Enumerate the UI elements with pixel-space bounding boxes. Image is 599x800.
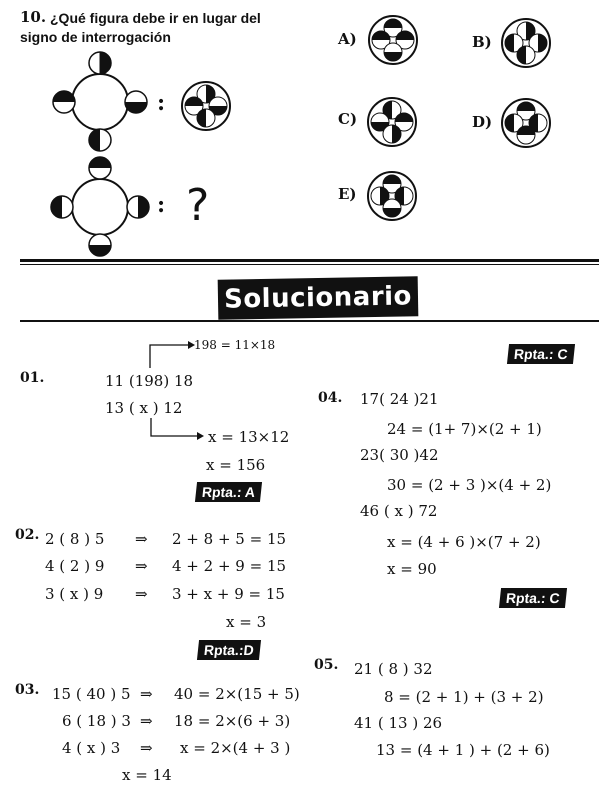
figure-result-1 xyxy=(180,80,232,132)
sol-02-row2-left: 4 ( 2 ) 9 xyxy=(45,557,105,575)
sol-04-answer-badge: Rpta.: C xyxy=(499,588,567,608)
sol-02-row3-right: 3 + x + 9 = 15 xyxy=(172,585,285,603)
sol-02-row3-arrow: ⇒ xyxy=(135,585,148,603)
sol-top-answer-badge: Rpta.: C xyxy=(507,344,575,364)
sol-04-line3: 23( 30 )42 xyxy=(360,446,439,464)
option-e-figure[interactable] xyxy=(366,170,418,222)
sol-03-row3-arrow: ⇒ xyxy=(140,739,153,757)
sol-03-row2-arrow: ⇒ xyxy=(140,712,153,730)
sol-03-row2-right: 18 = 2×(6 + 3) xyxy=(174,712,291,730)
divider-top xyxy=(20,259,599,262)
sol-05-line2: 8 = (2 + 1) + (3 + 2) xyxy=(384,688,544,706)
sol-04-line7: x = 90 xyxy=(387,560,437,578)
colon-1: : xyxy=(157,90,166,116)
sol-01-note: 198 = 11×18 xyxy=(194,338,276,352)
divider-top-thin xyxy=(20,264,599,265)
option-d-label: D) xyxy=(472,113,493,131)
sol-03-row1-left: 15 ( 40 ) 5 xyxy=(52,685,131,703)
sol-04-line6: x = (4 + 6 )×(7 + 2) xyxy=(387,533,541,551)
sol-05-line1: 21 ( 8 ) 32 xyxy=(354,660,433,678)
option-c-label: C) xyxy=(338,110,358,128)
option-e-label: E) xyxy=(338,185,357,203)
option-a-label: A) xyxy=(338,30,357,48)
sol-04-line5: 46 ( x ) 72 xyxy=(360,502,438,520)
sol-03-row1-arrow: ⇒ xyxy=(140,685,153,703)
question-line-1: ¿Qué figura debe ir en lugar del xyxy=(50,10,261,26)
option-b-label: B) xyxy=(472,33,492,51)
sol-04-line1: 17( 24 )21 xyxy=(360,390,439,408)
option-d-figure[interactable] xyxy=(500,97,552,149)
sol-03-row3-right: x = 2×(4 + 3 ) xyxy=(180,739,291,757)
sol-02-number: 02. xyxy=(15,527,40,543)
option-c-figure[interactable] xyxy=(366,96,418,148)
sol-03-row1-right: 40 = 2×(15 + 5) xyxy=(174,685,300,703)
sol-03-number: 03. xyxy=(15,682,40,698)
sol-02-row1-right: 2 + 8 + 5 = 15 xyxy=(172,530,287,548)
option-b-figure[interactable] xyxy=(500,17,552,69)
sol-02-row2-arrow: ⇒ xyxy=(135,557,148,575)
figure-pattern-2 xyxy=(50,155,150,260)
sol-02-result: x = 3 xyxy=(226,613,267,631)
sol-03-row3-left: 4 ( x ) 3 xyxy=(62,739,121,757)
sol-01-number: 01. xyxy=(20,370,45,386)
solucionario-banner: Solucionario xyxy=(218,276,419,319)
colon-2: : xyxy=(157,192,166,218)
sol-04-number: 04. xyxy=(318,390,343,406)
sol-01-line1: 11 (198) 18 xyxy=(105,372,194,390)
sol-05-number: 05. xyxy=(314,657,339,673)
question-line-2: signo de interrogación xyxy=(20,29,171,45)
sol-02-answer-badge: Rpta.:D xyxy=(197,640,261,660)
sol-02-row3-left: 3 ( x ) 9 xyxy=(45,585,104,603)
sol-02-row1-arrow: ⇒ xyxy=(135,530,148,548)
sol-01-answer-badge: Rpta.: A xyxy=(195,482,262,502)
divider-bottom xyxy=(20,320,599,322)
question-mark: ? xyxy=(186,180,210,231)
figure-pattern-1 xyxy=(50,50,150,160)
sol-01-arrow-top xyxy=(140,340,195,370)
sol-02-row2-right: 4 + 2 + 9 = 15 xyxy=(172,557,287,575)
sol-03-result: x = 14 xyxy=(122,766,172,784)
sol-01-result2: x = 156 xyxy=(206,456,266,474)
sol-02-row1-left: 2 ( 8 ) 5 xyxy=(45,530,105,548)
sol-01-arrow-bottom xyxy=(145,418,205,444)
option-a-figure[interactable] xyxy=(367,14,419,66)
sol-05-line4: 13 = (4 + 1 ) + (2 + 6) xyxy=(376,741,550,759)
sol-04-line4: 30 = (2 + 3 )×(4 + 2) xyxy=(387,476,552,494)
sol-05-line3: 41 ( 13 ) 26 xyxy=(354,714,443,732)
sol-01-result1: x = 13×12 xyxy=(208,428,290,446)
sol-01-line2: 13 ( x ) 12 xyxy=(105,399,183,417)
sol-03-row2-left: 6 ( 18 ) 3 xyxy=(62,712,131,730)
sol-04-line2: 24 = (1+ 7)×(2 + 1) xyxy=(387,420,542,438)
problem-number: 10. xyxy=(20,8,47,26)
